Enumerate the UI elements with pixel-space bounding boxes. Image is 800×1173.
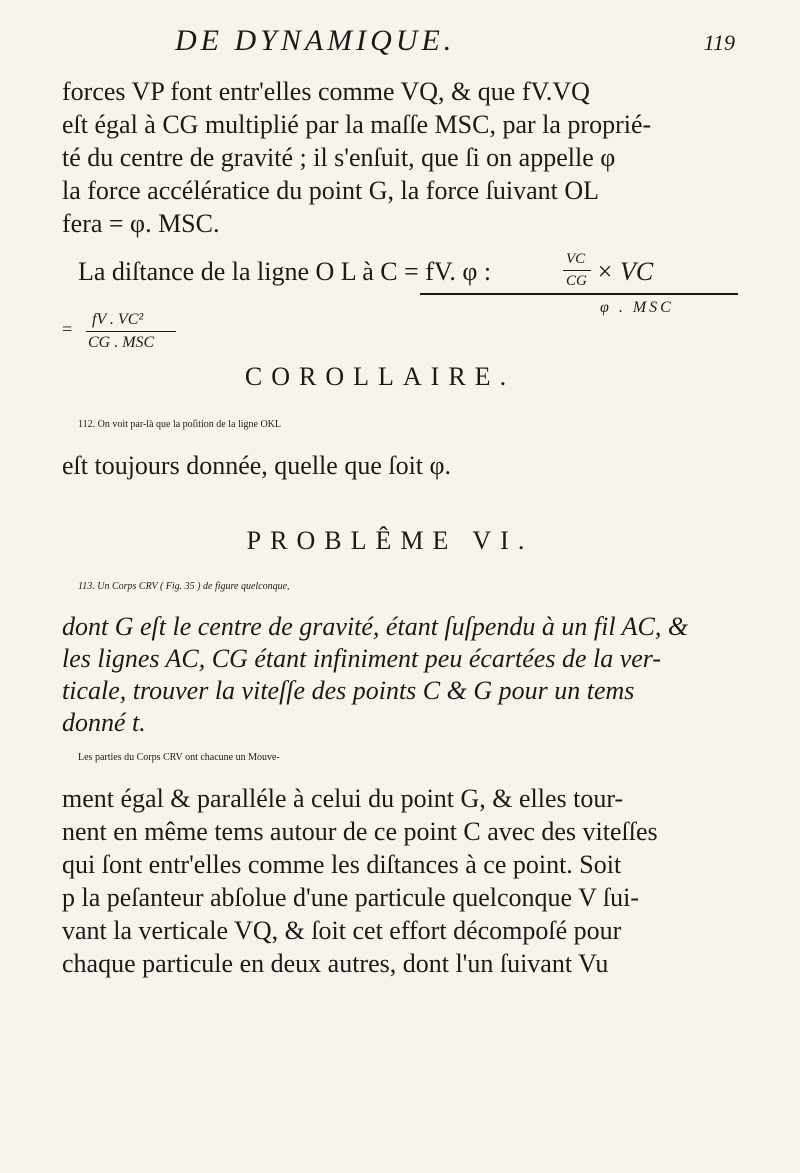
body-line-6: vant la verticale VQ, & ſoit cet effort décompoſé pour: [62, 916, 622, 945]
formula-frac-numerator: VC: [566, 251, 586, 267]
formula-frac-bar: [563, 270, 591, 271]
problem-heading: PROBLÊME VI.: [246, 526, 534, 555]
formula-lead: La diſtance de la ligne O L à C = fV. φ :: [78, 257, 492, 286]
equals-sign: =: [62, 319, 73, 339]
body-line-1: Les parties du Corps CRV ont chacune un Mouve-: [78, 752, 280, 763]
text-line-2: eſt égal à CG multiplié par la maſſe MSC, par la proprié-: [62, 110, 652, 139]
page-number: 119: [703, 30, 735, 55]
text-line-3: té du centre de gravité ; il s'enſuit, que ſi on appelle φ: [62, 143, 616, 172]
body-line-7: chaque particule en deux autres, dont l'un ſuivant Vu: [62, 949, 609, 978]
formula-frac-denominator: CG: [566, 273, 587, 289]
problem-line-4: ticale, trouver la viteſſe des points C & G pour un tems: [62, 676, 635, 705]
equation-numerator: fV . VC²: [92, 311, 144, 328]
text-line-5: fera = φ. MSC.: [62, 209, 220, 238]
text-line-4: la force accélératice du point G, la force ſuivant OL: [62, 176, 600, 205]
problem-line-5: donné t.: [62, 708, 146, 737]
corollary-line-2: eſt toujours donnée, quelle que ſoit φ.: [62, 451, 452, 480]
equation-bar: [86, 331, 176, 332]
body-line-4: qui ſont entr'elles comme les diſtances à ce point. Soit: [62, 850, 622, 879]
formula-tail: × VC: [596, 257, 654, 286]
running-title: DE DYNAMIQUE.: [175, 24, 456, 57]
running-header: [175, 24, 735, 64]
body-line-3: nent en même tems autour de ce point C avec des viteſſes: [62, 817, 658, 846]
formula-denominator: φ . MSC: [600, 299, 674, 316]
formula-main-bar: [420, 293, 738, 295]
equation-denominator: CG . MSC: [88, 334, 155, 351]
problem-line-3: les lignes AC, CG étant infiniment peu écartées de la ver-: [62, 644, 662, 673]
problem-line-2: dont G eſt le centre de gravité, étant ſuſpendu à un fil AC, &: [62, 612, 689, 641]
body-line-2: ment égal & paralléle à celui du point G, & elles tour-: [62, 784, 624, 813]
text-line-1: forces VP font entr'elles comme VQ, & que fV.VQ: [62, 77, 590, 106]
corollary-line-1: 112. On voit par-là que la poſition de la ligne OKL: [78, 419, 281, 430]
problem-line-1: 113. Un Corps CRV ( Fig. 35 ) de figure quelconque,: [78, 581, 290, 592]
body-line-5: p la peſanteur abſolue d'une particule quelconque V ſui-: [62, 883, 639, 912]
corollary-heading: COROLLAIRE.: [244, 362, 516, 391]
